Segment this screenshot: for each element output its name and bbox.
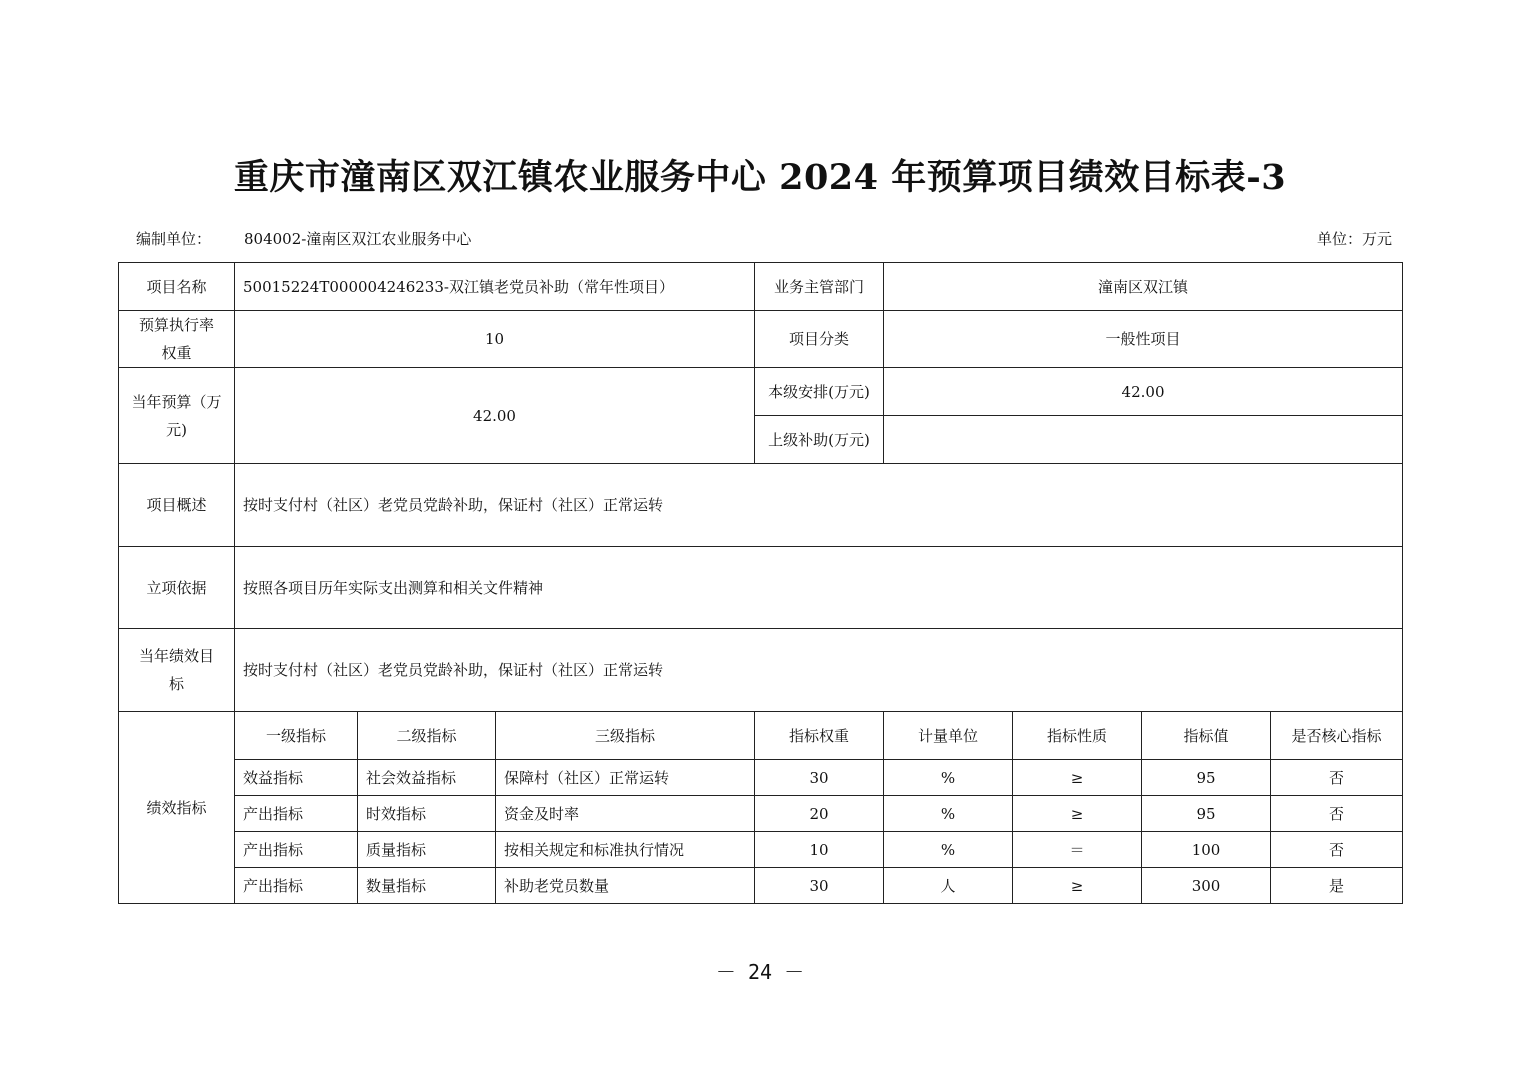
table-row: [119, 868, 1403, 904]
project-name-value: 50015224T000004246233-双江镇老党员补助（常年性项目）: [235, 263, 755, 311]
budget-label-line-2: 元): [166, 420, 187, 439]
category-value: 一般性项目: [884, 311, 1403, 368]
indicator-level2: 时效指标: [358, 796, 496, 832]
indicator-header-level2: 二级指标: [358, 712, 496, 760]
upper-subsidy-label: 上级补助(万元): [755, 416, 884, 464]
upper-subsidy-value: [884, 416, 1403, 464]
indicator-header-nature: 指标性质: [1013, 712, 1142, 760]
dept-label: 业务主管部门: [755, 263, 884, 311]
weight-label-line-2: 权重: [161, 344, 192, 362]
indicator-weight: 20: [755, 796, 884, 832]
indicator-header-unit: 计量单位: [884, 712, 1013, 760]
indicator-header-value: 指标值: [1142, 712, 1271, 760]
indicator-core: 是: [1271, 868, 1403, 904]
goal-label-line-2: 标: [168, 675, 184, 693]
table-row: [119, 760, 1403, 796]
indicator-header-level1: 一级指标: [235, 712, 358, 760]
indicator-value: 95: [1142, 796, 1271, 832]
indicator-level1: 产出指标: [235, 832, 358, 868]
indicator-unit: 人: [884, 868, 1013, 904]
indicator-header-level3: 三级指标: [496, 712, 755, 760]
local-arrangement-label: 本级安排(万元): [755, 368, 884, 416]
category-label: 项目分类: [755, 311, 884, 368]
indicator-unit: %: [884, 796, 1013, 832]
local-arrangement-value: 42.00: [884, 368, 1403, 416]
indicator-value: 95: [1142, 760, 1271, 796]
indicator-value: 100: [1142, 832, 1271, 868]
overview-value: 按时支付村（社区）老党员党龄补助，保证村（社区）正常运转: [235, 464, 1403, 547]
indicator-nature: ≥: [1013, 868, 1142, 904]
goal-label: [119, 629, 235, 712]
basis-label: 立项依据: [119, 547, 235, 629]
indicator-level3: 补助老党员数量: [496, 868, 755, 904]
budget-label-line-1: 当年预算（万: [131, 392, 222, 411]
indicator-level3: 按相关规定和标准执行情况: [496, 832, 755, 868]
basis-value: 按照各项目历年实际支出测算和相关文件精神: [235, 547, 1403, 629]
goal-value: 按时支付村（社区）老党员党龄补助，保证村（社区）正常运转: [235, 629, 1403, 712]
indicator-nature: ≥: [1013, 796, 1142, 832]
indicator-nature: ≥: [1013, 760, 1142, 796]
indicator-unit: %: [884, 760, 1013, 796]
weight-label: [119, 311, 235, 368]
overview-label: 项目概述: [119, 464, 235, 547]
compiling-unit-value: 804002-潼南区双江农业服务中心: [244, 230, 472, 248]
indicator-level2: 数量指标: [358, 868, 496, 904]
compiling-unit-label: 编制单位：: [136, 230, 212, 248]
indicator-nature: ＝: [1013, 832, 1142, 868]
indicator-header-core: 是否核心指标: [1271, 712, 1403, 760]
indicator-level1: 效益指标: [235, 760, 358, 796]
indicator-weight: 30: [755, 760, 884, 796]
indicator-level2: 社会效益指标: [358, 760, 496, 796]
project-name-label: 项目名称: [119, 263, 235, 311]
indicators-label: 绩效指标: [119, 712, 235, 904]
performance-target-table: [118, 262, 1403, 904]
goal-label-line-1: 当年绩效目: [138, 647, 214, 665]
indicator-weight: 10: [755, 832, 884, 868]
table-row: [119, 796, 1403, 832]
indicator-header-weight: 指标权重: [755, 712, 884, 760]
indicator-value: 300: [1142, 868, 1271, 904]
indicator-level2: 质量指标: [358, 832, 496, 868]
dept-value: 潼南区双江镇: [884, 263, 1403, 311]
indicator-weight: 30: [755, 868, 884, 904]
page-title: 重庆市潼南区双江镇农业服务中心 2024 年预算项目绩效目标表-3: [233, 157, 1287, 198]
indicator-unit: %: [884, 832, 1013, 868]
indicator-core: 否: [1271, 796, 1403, 832]
indicator-core: 否: [1271, 832, 1403, 868]
currency-unit: 单位：万元: [1316, 230, 1392, 248]
weight-label-line-1: 预算执行率: [138, 316, 214, 334]
indicator-level1: 产出指标: [235, 796, 358, 832]
indicator-level3: 资金及时率: [496, 796, 755, 832]
budget-value: 42.00: [235, 368, 755, 464]
table-row: [119, 832, 1403, 868]
page-number: － 24 －: [715, 960, 805, 984]
indicator-core: 否: [1271, 760, 1403, 796]
budget-label: [119, 368, 235, 464]
indicator-level1: 产出指标: [235, 868, 358, 904]
weight-value: 10: [235, 311, 755, 368]
indicator-level3: 保障村（社区）正常运转: [496, 760, 755, 796]
